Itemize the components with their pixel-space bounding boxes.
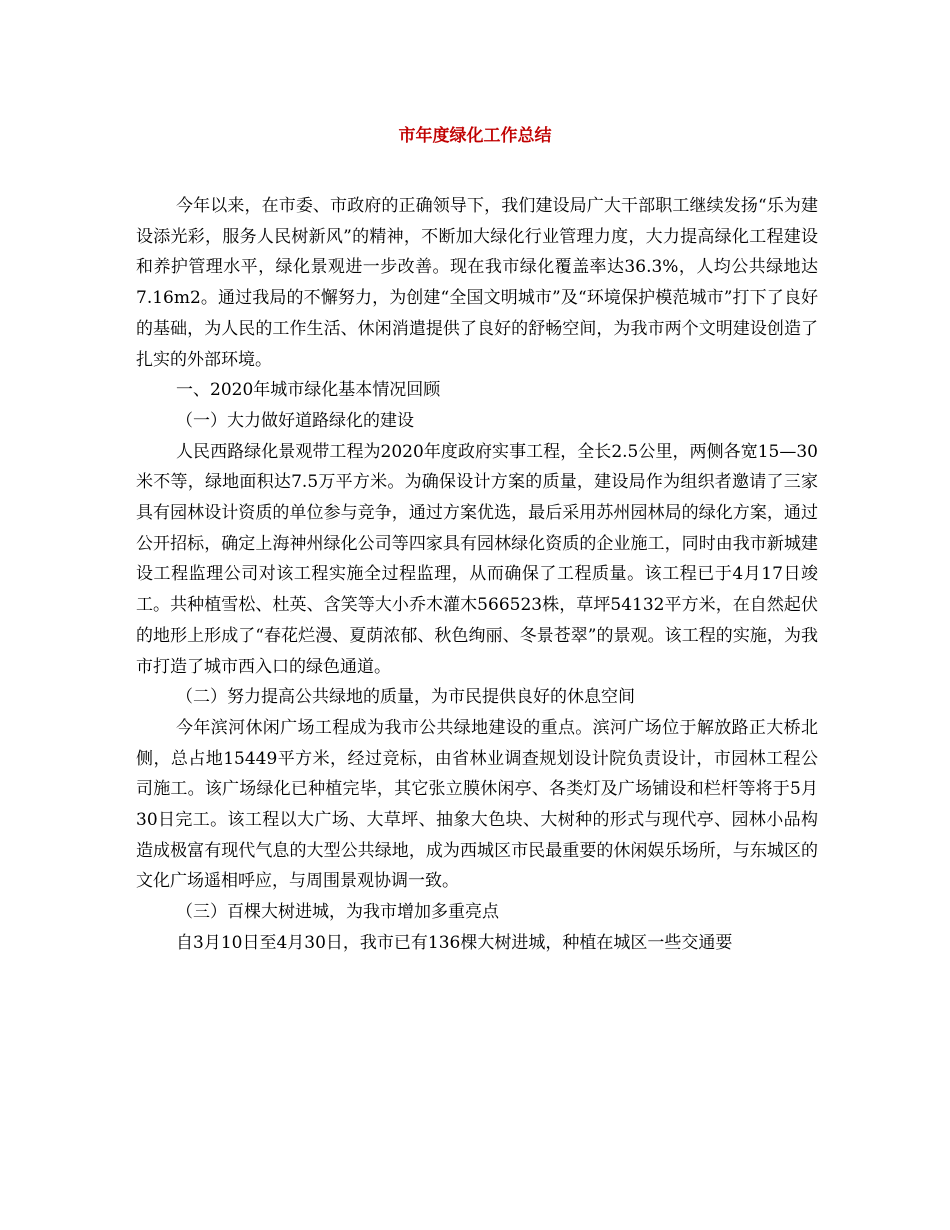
section-heading-review: 一、2020年城市绿化基本情况回顾 [176, 380, 441, 401]
subsection-heading-public-green-space: （二）努力提高公共绿地的质量，为市民提供良好的休息空间 [176, 687, 635, 708]
document-body [136, 191, 818, 959]
paragraph-renmin-west-road: 人民西路绿化景观带工程为2020年度政府实事工程，全长2.5公里，两侧各宽15—30米不等，绿地面积达7.5万平方米。为确保设计方案的质量，建设局作为组织者邀请了三家具有园林设计资质的单位参与竞争，通过方案优选，最后采用苏州园林局的绿化方案，通过公开招标，确定上海神州绿化公司等四家具有园林绿化资质的企业施工，同时由我市新城建设工程监理公司对该工程实施全过程监理，从而确保了工程质量。该工程已于4月17日竣工。共种植雪松、杜英、含笑等大小乔木灌木566523株，草坪54132平方米，在自然起伏的地形上形成了“春花烂漫、夏荫浓郁、秋色绚丽、冬景苍翠”的景观。该工程的实施，为我市打造了城市西入口的绿色通道。 [136, 441, 818, 677]
subsection-heading-big-trees: （三）百棵大树进城，为我市增加多重亮点 [176, 902, 499, 923]
paragraph-binhe-square: 今年滨河休闲广场工程成为我市公共绿地建设的重点。滨河广场位于解放路正大桥北侧，总占地15449平方米，经过竞标，由省林业调查规划设计院负责设计，市园林工程公司施工。该广场绿化已种植完毕，其它张立膜休闲亭、各类灯及广场铺设和栏杆等将于5月30日完工。该工程以大广场、大草坪、抽象大色块、大树种的形式与现代亭、园林小品构造成极富有现代气息的大型公共绿地，成为西城区市民最重要的休闲娱乐场所，与东城区的文化广场遥相呼应，与周围景观协调一致。 [136, 717, 818, 892]
subsection-heading-road-greening: （一）大力做好道路绿化的建设 [176, 410, 414, 431]
document-title: 市年度绿化工作总结 [398, 126, 552, 146]
paragraph-intro: 今年以来，在市委、市政府的正确领导下，我们建设局广大干部职工继续发扬“乐为建设添光彩，服务人民树新风”的精神，不断加大绿化行业管理力度，大力提高绿化工程建设和养护管理水平，绿化景观进一步改善。现在我市绿化覆盖率达36.3%，人均公共绿地达7.16m2。通过我局的不懈努力，为创建“全国文明城市”及“环境保护模范城市”打下了良好的基础，为人民的工作生活、休闲消遣提供了良好的舒畅空间，为我市两个文明建设创造了扎实的外部环境。 [136, 196, 818, 370]
paragraph-big-trees: 自3月10日至4月30日，我市已有136棵大树进城，种植在城区一些交通要 [176, 932, 733, 953]
